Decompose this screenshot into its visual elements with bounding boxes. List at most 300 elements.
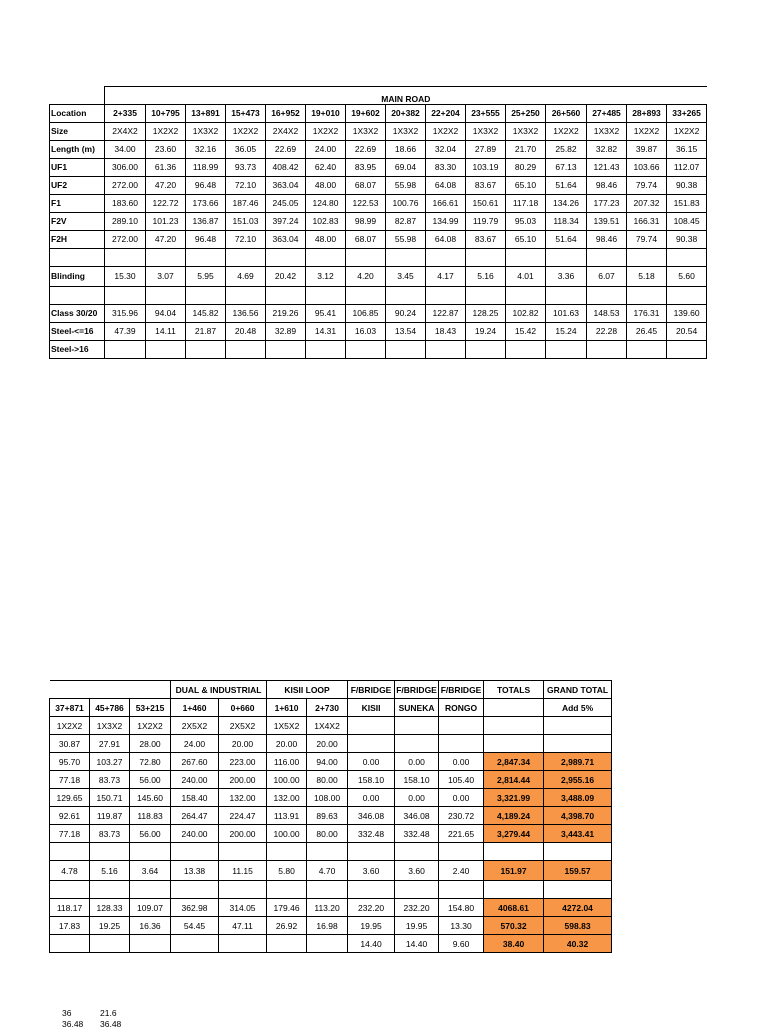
table-cell: 116.00 bbox=[267, 753, 307, 771]
table-cell bbox=[105, 340, 146, 358]
table-cell bbox=[130, 881, 171, 899]
table-cell: 20.00 bbox=[219, 735, 267, 753]
table-cell: 25+250 bbox=[506, 104, 546, 122]
table-cell: 27.91 bbox=[90, 735, 130, 753]
table-row bbox=[50, 340, 707, 358]
table-cell bbox=[587, 286, 627, 304]
row-label: Steel->16 bbox=[50, 340, 105, 358]
table-cell: 36.15 bbox=[667, 140, 707, 158]
table-cell bbox=[348, 735, 395, 753]
table-cell: 306.00 bbox=[105, 158, 146, 176]
table-row bbox=[50, 104, 707, 122]
table-cell: 1X2X2 bbox=[226, 122, 266, 140]
table-cell: 223.00 bbox=[219, 753, 267, 771]
table-cell: 14.40 bbox=[348, 935, 395, 953]
table-cell: 264.47 bbox=[171, 807, 219, 825]
table-cell: 98.46 bbox=[587, 230, 627, 248]
table-cell: 2X4X2 bbox=[266, 122, 306, 140]
table-cell bbox=[348, 843, 395, 861]
table-cell: 5.80 bbox=[267, 861, 307, 881]
footnotes bbox=[62, 1008, 140, 1030]
table-cell: 103.27 bbox=[90, 753, 130, 771]
table-cell: 200.00 bbox=[219, 771, 267, 789]
table-cell: 145.60 bbox=[130, 789, 171, 807]
group-header: F/BRIDGE bbox=[439, 681, 484, 699]
table-cell bbox=[587, 248, 627, 266]
table-cell: 3.45 bbox=[386, 266, 426, 286]
table-cell: 9.60 bbox=[439, 935, 484, 953]
table-cell: 80.00 bbox=[307, 771, 348, 789]
table-cell: 51.64 bbox=[546, 176, 587, 194]
table-cell: 54.45 bbox=[171, 917, 219, 935]
table-cell: 154.80 bbox=[439, 899, 484, 917]
row-label: Size bbox=[50, 122, 105, 140]
table-cell: 1X3X2 bbox=[346, 122, 386, 140]
table-cell: 83.95 bbox=[346, 158, 386, 176]
table-cell: 101.63 bbox=[546, 304, 587, 322]
table-cell: 332.48 bbox=[348, 825, 395, 843]
table-cell bbox=[466, 340, 506, 358]
table-cell bbox=[506, 340, 546, 358]
table-cell bbox=[171, 843, 219, 861]
table-cell: 92.61 bbox=[50, 807, 90, 825]
table-row bbox=[50, 140, 707, 158]
table-cell: 166.31 bbox=[627, 212, 667, 230]
table-cell bbox=[146, 340, 186, 358]
table-cell: 1X4X2 bbox=[307, 717, 348, 735]
table-cell bbox=[667, 340, 707, 358]
blank-cell bbox=[50, 681, 171, 699]
group-header: TOTALS bbox=[484, 681, 544, 699]
table-cell: 82.87 bbox=[386, 212, 426, 230]
table-cell: 94.04 bbox=[146, 304, 186, 322]
table-cell: 89.63 bbox=[307, 807, 348, 825]
table-cell bbox=[439, 717, 484, 735]
table-cell: 103.66 bbox=[627, 158, 667, 176]
table-row bbox=[50, 807, 612, 825]
table-cell: 30.87 bbox=[50, 735, 90, 753]
table-cell: 0.00 bbox=[395, 789, 439, 807]
table-cell bbox=[171, 881, 219, 899]
table-cell: 64.08 bbox=[426, 230, 466, 248]
row-label: Class 30/20 bbox=[50, 304, 105, 322]
table-cell bbox=[346, 340, 386, 358]
table-cell bbox=[627, 340, 667, 358]
table-cell: 14.11 bbox=[146, 322, 186, 340]
table-cell bbox=[130, 935, 171, 953]
table-cell: 1X2X2 bbox=[130, 717, 171, 735]
table-cell: 83.67 bbox=[466, 176, 506, 194]
table-cell: 3.60 bbox=[348, 861, 395, 881]
table-cell: 21.87 bbox=[186, 322, 226, 340]
table-cell: 134.99 bbox=[426, 212, 466, 230]
table-cell bbox=[171, 935, 219, 953]
table-cell: 1X3X2 bbox=[587, 122, 627, 140]
table-cell: 79.74 bbox=[627, 230, 667, 248]
table-cell: 39.87 bbox=[627, 140, 667, 158]
table-row bbox=[50, 194, 707, 212]
table-cell: 98.46 bbox=[587, 176, 627, 194]
table-cell bbox=[105, 248, 146, 266]
table-cell: 2+335 bbox=[105, 104, 146, 122]
table-cell bbox=[146, 286, 186, 304]
table-cell: 2,989.71 bbox=[544, 753, 612, 771]
table-row bbox=[50, 230, 707, 248]
table-cell: 219.26 bbox=[266, 304, 306, 322]
table-cell: 5.16 bbox=[466, 266, 506, 286]
table-cell: 32.16 bbox=[186, 140, 226, 158]
table-cell: 159.57 bbox=[544, 861, 612, 881]
table-cell: 65.10 bbox=[506, 176, 546, 194]
table-row bbox=[50, 935, 612, 953]
table-cell bbox=[219, 881, 267, 899]
table-cell: 1X3X2 bbox=[386, 122, 426, 140]
table-cell bbox=[307, 935, 348, 953]
table-row bbox=[50, 122, 707, 140]
table-cell: 20+382 bbox=[386, 104, 426, 122]
table-cell: 187.46 bbox=[226, 194, 266, 212]
table-cell: 5.60 bbox=[667, 266, 707, 286]
table-row bbox=[50, 789, 612, 807]
row-label: Steel-<=16 bbox=[50, 322, 105, 340]
table-cell: 118.34 bbox=[546, 212, 587, 230]
table-cell: 0.00 bbox=[439, 789, 484, 807]
table-cell: 23.60 bbox=[146, 140, 186, 158]
table-cell bbox=[146, 248, 186, 266]
table-cell bbox=[627, 248, 667, 266]
table-cell bbox=[219, 935, 267, 953]
table-cell: 113.20 bbox=[307, 899, 348, 917]
row-label: Blinding bbox=[50, 266, 105, 286]
table-cell: 112.07 bbox=[667, 158, 707, 176]
table-row bbox=[50, 304, 707, 322]
table-cell: 19.95 bbox=[395, 917, 439, 935]
table-cell: 408.42 bbox=[266, 158, 306, 176]
table-cell: 19+602 bbox=[346, 104, 386, 122]
table-cell: 0.00 bbox=[348, 789, 395, 807]
table-cell: 33+265 bbox=[667, 104, 707, 122]
table-cell: 94.00 bbox=[307, 753, 348, 771]
table-cell: 118.99 bbox=[186, 158, 226, 176]
table-cell: 4,189.24 bbox=[484, 807, 544, 825]
table-cell bbox=[267, 935, 307, 953]
table-cell: 132.00 bbox=[219, 789, 267, 807]
table-cell: 272.00 bbox=[105, 230, 146, 248]
table-cell: 96.48 bbox=[186, 176, 226, 194]
table-cell: 598.83 bbox=[544, 917, 612, 935]
table-cell: 20.48 bbox=[226, 322, 266, 340]
table-cell: 2X5X2 bbox=[219, 717, 267, 735]
table-cell bbox=[439, 843, 484, 861]
table-cell: 72.10 bbox=[226, 176, 266, 194]
table-cell: 98.99 bbox=[346, 212, 386, 230]
table-cell bbox=[346, 248, 386, 266]
column-header: Add 5% bbox=[544, 699, 612, 717]
table-cell bbox=[587, 340, 627, 358]
table-cell bbox=[506, 248, 546, 266]
table-cell: 4.78 bbox=[50, 861, 90, 881]
group-header: DUAL & INDUSTRIAL bbox=[171, 681, 267, 699]
table-cell: 15.42 bbox=[506, 322, 546, 340]
table-cell bbox=[219, 843, 267, 861]
table-cell: 15.30 bbox=[105, 266, 146, 286]
table-cell: 56.00 bbox=[130, 825, 171, 843]
table-cell: 25.82 bbox=[546, 140, 587, 158]
table-cell: 158.10 bbox=[348, 771, 395, 789]
table-cell: 90.38 bbox=[667, 176, 707, 194]
table-cell bbox=[484, 717, 544, 735]
table-cell: 1X3X2 bbox=[90, 717, 130, 735]
table-cell: 289.10 bbox=[105, 212, 146, 230]
table-cell: 151.97 bbox=[484, 861, 544, 881]
table-cell: 28.00 bbox=[130, 735, 171, 753]
table-cell: 20.54 bbox=[667, 322, 707, 340]
row-label: F1 bbox=[50, 194, 105, 212]
table-row bbox=[50, 248, 707, 266]
table-cell: 124.80 bbox=[306, 194, 346, 212]
table-cell bbox=[186, 340, 226, 358]
table-cell: 16+952 bbox=[266, 104, 306, 122]
table-cell: 1X3X2 bbox=[506, 122, 546, 140]
table-cell: 61.36 bbox=[146, 158, 186, 176]
table-cell: 240.00 bbox=[171, 771, 219, 789]
table-cell bbox=[627, 286, 667, 304]
table-row bbox=[50, 735, 612, 753]
table-cell: 122.53 bbox=[346, 194, 386, 212]
table-cell: 16.98 bbox=[307, 917, 348, 935]
row-label: F2H bbox=[50, 230, 105, 248]
table-cell bbox=[307, 843, 348, 861]
table-cell bbox=[50, 935, 90, 953]
table-cell: 40.32 bbox=[544, 935, 612, 953]
table-cell bbox=[386, 286, 426, 304]
table-cell: 5.18 bbox=[627, 266, 667, 286]
table-cell: 20.00 bbox=[307, 735, 348, 753]
table-cell: 95.70 bbox=[50, 753, 90, 771]
table-cell: 4,398.70 bbox=[544, 807, 612, 825]
table-cell: 151.03 bbox=[226, 212, 266, 230]
table-cell: 47.20 bbox=[146, 176, 186, 194]
table-cell bbox=[307, 881, 348, 899]
table-cell: 108.45 bbox=[667, 212, 707, 230]
table-cell: 122.72 bbox=[146, 194, 186, 212]
table-cell: 3.36 bbox=[546, 266, 587, 286]
table-cell bbox=[426, 248, 466, 266]
table-cell: 20.00 bbox=[267, 735, 307, 753]
table-cell bbox=[667, 248, 707, 266]
table-cell: 14.31 bbox=[306, 322, 346, 340]
table-cell: 36.05 bbox=[226, 140, 266, 158]
table-cell: 90.38 bbox=[667, 230, 707, 248]
table-cell: 100.76 bbox=[386, 194, 426, 212]
table-cell: 4.01 bbox=[506, 266, 546, 286]
table-row bbox=[50, 699, 612, 717]
table-cell: 102.82 bbox=[506, 304, 546, 322]
table-cell: 4.17 bbox=[426, 266, 466, 286]
table-cell bbox=[226, 340, 266, 358]
table-row bbox=[50, 681, 612, 699]
column-header: KISII bbox=[348, 699, 395, 717]
table-cell: 26.92 bbox=[267, 917, 307, 935]
table-cell: 22.69 bbox=[266, 140, 306, 158]
table-cell bbox=[186, 286, 226, 304]
table-cell bbox=[346, 286, 386, 304]
table-cell: 83.67 bbox=[466, 230, 506, 248]
table-cell: 1X3X2 bbox=[466, 122, 506, 140]
table-cell: 32.04 bbox=[426, 140, 466, 158]
table-cell: 128.33 bbox=[90, 899, 130, 917]
table-cell: 83.30 bbox=[426, 158, 466, 176]
table-cell: 4.70 bbox=[307, 861, 348, 881]
table-cell bbox=[466, 286, 506, 304]
table-cell: 245.05 bbox=[266, 194, 306, 212]
table-cell: 332.48 bbox=[395, 825, 439, 843]
table-cell bbox=[226, 248, 266, 266]
table-cell: 150.71 bbox=[90, 789, 130, 807]
table-row bbox=[50, 266, 707, 286]
table-cell bbox=[466, 248, 506, 266]
table-cell bbox=[439, 881, 484, 899]
row-label bbox=[50, 286, 105, 304]
column-header: 53+215 bbox=[130, 699, 171, 717]
table-row bbox=[50, 843, 612, 861]
column-header: 1+610 bbox=[267, 699, 307, 717]
table-cell bbox=[186, 248, 226, 266]
table-cell: 105.40 bbox=[439, 771, 484, 789]
table-cell: 13+891 bbox=[186, 104, 226, 122]
table-cell: 2,847.34 bbox=[484, 753, 544, 771]
table-cell: 5.95 bbox=[186, 266, 226, 286]
table-cell: 1X2X2 bbox=[146, 122, 186, 140]
table-row bbox=[50, 212, 707, 230]
table-row bbox=[50, 771, 612, 789]
table-cell: 93.73 bbox=[226, 158, 266, 176]
table-cell: 3.60 bbox=[395, 861, 439, 881]
table-cell: 3,488.09 bbox=[544, 789, 612, 807]
table-cell: 2,955.16 bbox=[544, 771, 612, 789]
table-cell: 570.32 bbox=[484, 917, 544, 935]
table-cell: 103.19 bbox=[466, 158, 506, 176]
table-cell: 47.20 bbox=[146, 230, 186, 248]
table-cell: 67.13 bbox=[546, 158, 587, 176]
table-cell: 150.61 bbox=[466, 194, 506, 212]
table-cell bbox=[90, 935, 130, 953]
table-cell: 11.15 bbox=[219, 861, 267, 881]
table-cell: 27.89 bbox=[466, 140, 506, 158]
table-cell: 18.66 bbox=[386, 140, 426, 158]
table-cell: 32.82 bbox=[587, 140, 627, 158]
table-cell: 23+555 bbox=[466, 104, 506, 122]
table-cell: 32.89 bbox=[266, 322, 306, 340]
table-cell: 109.07 bbox=[130, 899, 171, 917]
table-cell: 119.87 bbox=[90, 807, 130, 825]
table-cell: 118.17 bbox=[50, 899, 90, 917]
table-cell bbox=[266, 248, 306, 266]
table-cell: 13.30 bbox=[439, 917, 484, 935]
table-cell: 17.83 bbox=[50, 917, 90, 935]
table-cell bbox=[348, 717, 395, 735]
table-cell: 47.11 bbox=[219, 917, 267, 935]
table-cell bbox=[395, 881, 439, 899]
table-cell: 1X2X2 bbox=[306, 122, 346, 140]
footnote-row bbox=[62, 1019, 140, 1030]
table-cell: 27+485 bbox=[587, 104, 627, 122]
group-header: KISII LOOP bbox=[267, 681, 348, 699]
table-cell: 15.24 bbox=[546, 322, 587, 340]
table-cell: 267.60 bbox=[171, 753, 219, 771]
table-cell: 314.05 bbox=[219, 899, 267, 917]
table-cell bbox=[267, 881, 307, 899]
blank-cell bbox=[50, 87, 105, 105]
table-cell: 3,443.41 bbox=[544, 825, 612, 843]
table-cell: 77.18 bbox=[50, 771, 90, 789]
table-cell bbox=[544, 735, 612, 753]
row-label: Location bbox=[50, 104, 105, 122]
table-cell: 13.54 bbox=[386, 322, 426, 340]
table-cell: 15+473 bbox=[226, 104, 266, 122]
table-cell: 68.07 bbox=[346, 176, 386, 194]
table-cell: 20.42 bbox=[266, 266, 306, 286]
table-cell: 315.96 bbox=[105, 304, 146, 322]
table-cell: 179.46 bbox=[267, 899, 307, 917]
table-cell: 16.03 bbox=[346, 322, 386, 340]
row-label: UF2 bbox=[50, 176, 105, 194]
column-header: SUNEKA bbox=[395, 699, 439, 717]
table-cell: 19.25 bbox=[90, 917, 130, 935]
column-header: 37+871 bbox=[50, 699, 90, 717]
table-cell bbox=[105, 286, 146, 304]
table-cell: 64.08 bbox=[426, 176, 466, 194]
table-row bbox=[50, 861, 612, 881]
column-header: 2+730 bbox=[307, 699, 348, 717]
table-cell: 207.32 bbox=[627, 194, 667, 212]
table-cell: 118.83 bbox=[130, 807, 171, 825]
table-cell bbox=[130, 843, 171, 861]
table-cell: 3,279.44 bbox=[484, 825, 544, 843]
table-cell: 129.65 bbox=[50, 789, 90, 807]
table-cell: 145.82 bbox=[186, 304, 226, 322]
table-cell: 2.40 bbox=[439, 861, 484, 881]
table-cell: 96.48 bbox=[186, 230, 226, 248]
table-cell: 51.64 bbox=[546, 230, 587, 248]
table-cell bbox=[426, 286, 466, 304]
table-cell: 77.18 bbox=[50, 825, 90, 843]
table-cell: 14.40 bbox=[395, 935, 439, 953]
table-cell: 136.56 bbox=[226, 304, 266, 322]
table-cell bbox=[386, 248, 426, 266]
table-cell: 38.40 bbox=[484, 935, 544, 953]
group-header: F/BRIDGE bbox=[395, 681, 439, 699]
table-cell bbox=[50, 843, 90, 861]
table-cell: 83.73 bbox=[90, 771, 130, 789]
table-cell: 363.04 bbox=[266, 230, 306, 248]
table-cell: 19.24 bbox=[466, 322, 506, 340]
table-cell: 0.00 bbox=[395, 753, 439, 771]
table-cell bbox=[395, 735, 439, 753]
table-cell: 72.80 bbox=[130, 753, 171, 771]
table-cell: 80.29 bbox=[506, 158, 546, 176]
footnote-value: 21.6 bbox=[100, 1008, 117, 1018]
table-cell: 1X3X2 bbox=[186, 122, 226, 140]
table-cell: 1X2X2 bbox=[667, 122, 707, 140]
row-label: UF1 bbox=[50, 158, 105, 176]
table-cell: 121.43 bbox=[587, 158, 627, 176]
table-cell: 3.07 bbox=[146, 266, 186, 286]
table-cell: 200.00 bbox=[219, 825, 267, 843]
table-cell bbox=[348, 881, 395, 899]
table-cell: 80.00 bbox=[307, 825, 348, 843]
table-cell: 4.69 bbox=[226, 266, 266, 286]
